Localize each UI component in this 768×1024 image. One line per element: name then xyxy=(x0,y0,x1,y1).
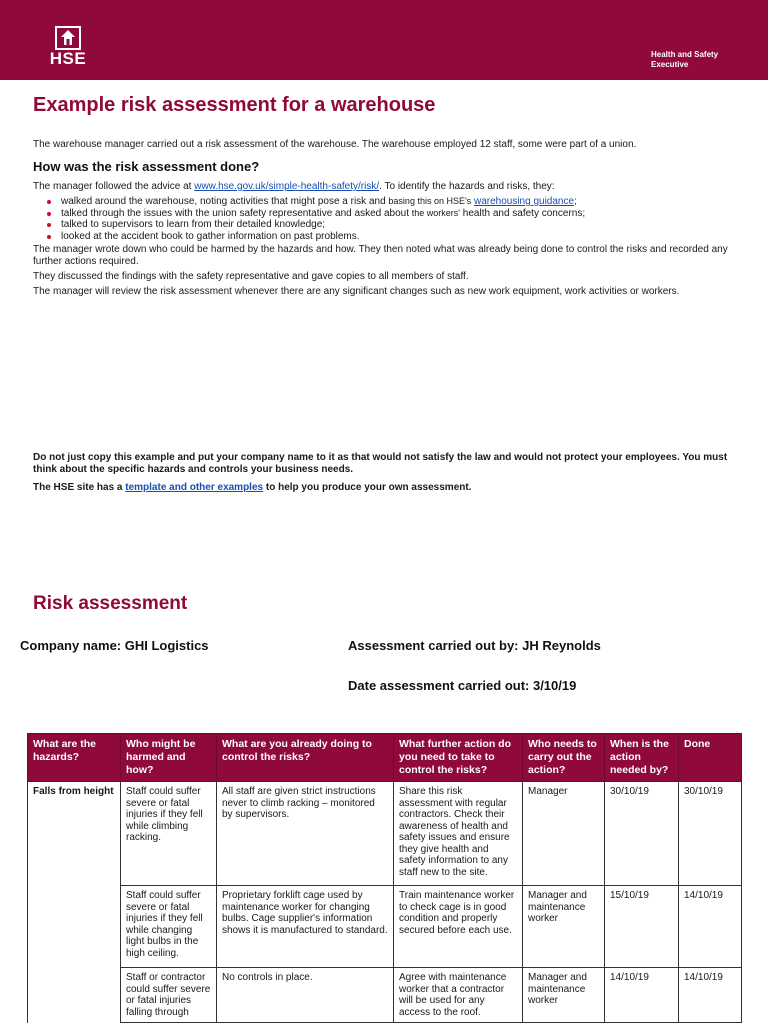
harm-paragraph: The manager wrote down who could be harmed by the hazards and how. They then noted what was already being done to control the risks and recorded any further actions required. xyxy=(33,244,728,267)
bullet-text: talked through the issues with the union safety representative and asked about xyxy=(61,207,412,219)
section-heading-method: How was the risk assessment done? xyxy=(33,159,260,174)
warning-paragraph: Do not just copy this example and put your company name to it as that would not satisfy the law and would not protect your employees. You must think about the specific hazards and controls your business needs. xyxy=(33,452,728,475)
hazard-cell: Falls from height xyxy=(28,782,121,886)
warning-section xyxy=(33,452,743,500)
table-row xyxy=(28,782,742,886)
column-header-hazards: What are the hazards? xyxy=(28,734,121,782)
column-header-due: When is the action needed by? xyxy=(605,734,679,782)
list-item xyxy=(61,208,738,220)
advice-text-end: . To identify the hazards and risks, they: xyxy=(379,181,555,192)
due-cell: 14/10/19 xyxy=(605,968,679,1023)
company-name: Company name: GHI Logistics xyxy=(20,638,209,653)
bullet-text-small: basing this on HSE's xyxy=(388,196,472,206)
bullet-text-end: ; xyxy=(574,196,577,207)
due-cell: 15/10/19 xyxy=(605,886,679,968)
method-section xyxy=(33,181,738,301)
owner-cell: Manager xyxy=(523,782,605,886)
table-row xyxy=(28,968,742,1023)
bullet-text-end: health and safety concerns; xyxy=(460,207,586,219)
list-item xyxy=(61,196,738,208)
assessment-date: Date assessment carried out: 3/10/19 xyxy=(348,678,577,693)
hse-emblem-icon xyxy=(55,26,81,50)
controls-cell: No controls in place. xyxy=(217,968,394,1023)
advice-paragraph xyxy=(33,181,738,193)
who-cell: Staff could suffer severe or fatal injuries if they fell while climbing racking. xyxy=(121,782,217,886)
further-action-cell: Agree with maintenance worker that a contractor will be used for any access to the roof. xyxy=(394,968,523,1023)
column-header-controls: What are you already doing to control the risks? xyxy=(217,734,394,782)
risk-assessment-title: Risk assessment xyxy=(33,593,188,614)
logo-text: HSE xyxy=(49,49,87,68)
hazard-cell xyxy=(28,968,121,1023)
who-cell: Staff could suffer severe or fatal injuries if they fell while changing light bulbs in the high ceiling. xyxy=(121,886,217,968)
review-paragraph: The manager will review the risk assessment whenever there are any significant changes such as new work equipment, work activities or workers. xyxy=(33,286,680,297)
bullet-text-small: the workers' xyxy=(411,207,461,218)
hse-logo xyxy=(46,26,90,68)
discussion-paragraph: They discussed the findings with the safety representative and gave copies to all members of staff. xyxy=(33,271,469,282)
owner-cell: Manager and maintenance worker xyxy=(523,886,605,968)
table-header-row xyxy=(28,734,742,782)
template-examples-link[interactable]: template and other examples xyxy=(125,482,264,493)
risk-assessment-table xyxy=(27,733,742,1023)
warehousing-guidance-link[interactable]: warehousing guidance xyxy=(473,196,575,207)
done-cell: 30/10/19 xyxy=(679,782,742,886)
who-cell: Staff or contractor could suffer severe or fatal injuries falling through xyxy=(121,968,217,1023)
column-header-further-action: What further action do you need to take to control the risks? xyxy=(394,734,523,782)
org-line-1: Health and Safety xyxy=(651,50,719,59)
hazard-cell xyxy=(28,886,121,968)
document-title: Example risk assessment for a warehouse xyxy=(33,94,436,116)
org-line-2: Executive xyxy=(651,60,689,69)
owner-cell: Manager and maintenance worker xyxy=(523,968,605,1023)
intro-paragraph: The warehouse manager carried out a risk assessment of the warehouse. The warehouse employed 12 staff, some were part of a union. xyxy=(33,139,637,150)
template-paragraph xyxy=(33,482,743,494)
controls-cell: Proprietary forklift cage used by maintenance worker for changing bulbs. Cage supplier's information shows it is manufactured to standard. xyxy=(217,886,394,968)
further-action-cell: Share this risk assessment with regular contractors. Check their awareness of health and safety issues and ensure they give health and safety information to any staff new to the site. xyxy=(394,782,523,886)
controls-cell: All staff are given strict instructions never to climb racking – monitored by supervisors. xyxy=(217,782,394,886)
advice-text: The manager followed the advice at xyxy=(33,181,195,192)
column-header-done: Done xyxy=(679,734,742,782)
organisation-name xyxy=(651,50,718,70)
template-text-end: to help you produce your own assessment. xyxy=(263,482,472,493)
done-cell: 14/10/19 xyxy=(679,968,742,1023)
bullet-text: walked around the warehouse, noting activities that might pose a risk and xyxy=(61,196,389,207)
done-cell: 14/10/19 xyxy=(679,886,742,968)
simple-health-safety-link[interactable]: www.hse.gov.uk/simple-health-safety/risk/ xyxy=(194,181,380,192)
due-cell: 30/10/19 xyxy=(605,782,679,886)
header-banner xyxy=(0,0,768,80)
column-header-who: Who might be harmed and how? xyxy=(121,734,217,782)
column-header-owner: Who needs to carry out the action? xyxy=(523,734,605,782)
list-item: looked at the accident book to gather information on past problems. xyxy=(61,231,738,243)
table-row xyxy=(28,886,742,968)
template-text: The HSE site has a xyxy=(33,482,126,493)
method-list xyxy=(33,196,738,242)
further-action-cell: Train maintenance worker to check cage is in good condition and properly secured before each use. xyxy=(394,886,523,968)
list-item: talked to supervisors to learn from their detailed knowledge; xyxy=(61,219,738,231)
assessed-by: Assessment carried out by: JH Reynolds xyxy=(348,638,601,653)
